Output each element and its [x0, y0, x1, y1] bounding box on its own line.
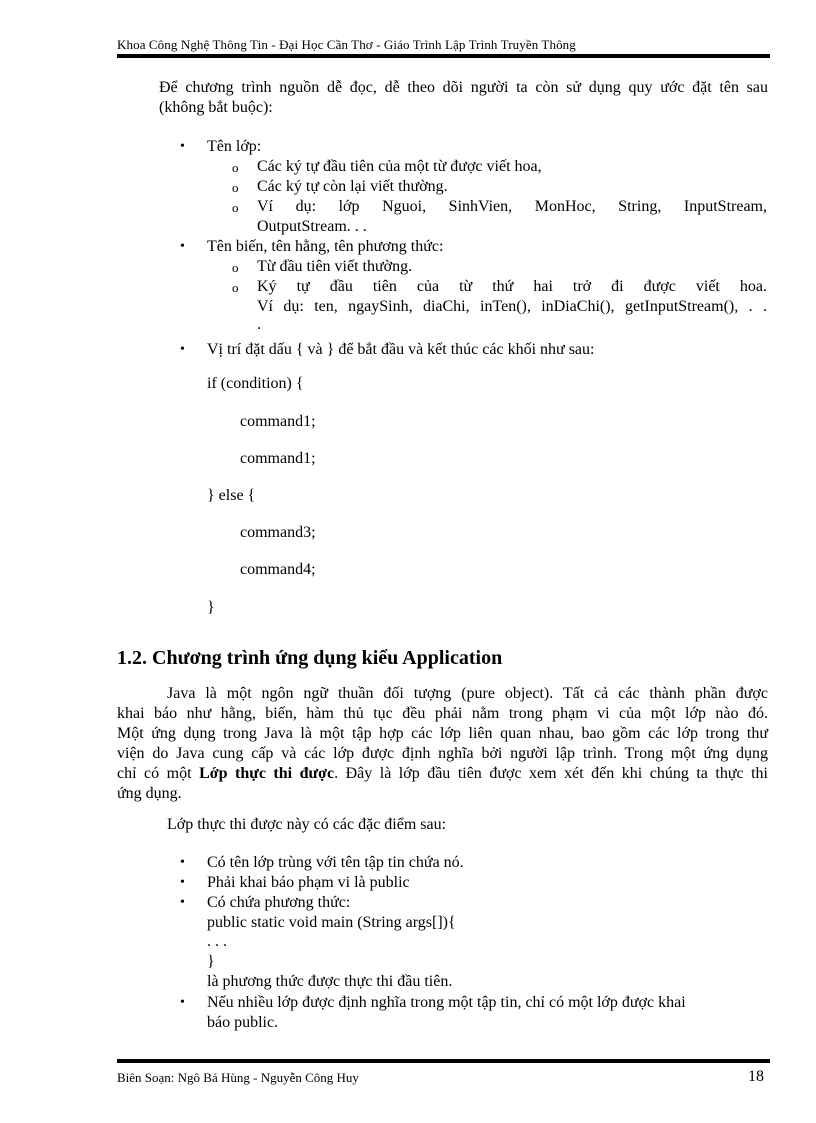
bullet-marker: •: [180, 875, 185, 890]
rule-class-item-3: Ví dụ: lớp Nguoi, SinhVien, MonHoc, String, InputStream,: [257, 198, 767, 215]
bullet-marker: •: [180, 895, 185, 910]
circle-marker: o: [232, 160, 239, 175]
rule-class-label: Tên lớp:: [207, 138, 262, 155]
circle-marker: o: [232, 200, 239, 215]
feature-3-code-2: . . .: [207, 933, 227, 950]
para1-line-4: viện do Java cung cấp và các lớp được định nghĩa bởi người lập trình. Trong một ứng dụng: [117, 745, 768, 762]
rule-class-item-3-cont: OutputStream. . .: [257, 218, 367, 235]
feature-3: Có chứa phương thức:: [207, 894, 351, 911]
rule-variable-label: Tên biến, tên hằng, tên phương thức:: [207, 238, 444, 255]
bullet-marker: •: [180, 239, 185, 254]
footer-rule: [117, 1059, 770, 1063]
feature-4-line-1: Nếu nhiều lớp được định nghĩa trong một tập tin, chỉ có một lớp được khai: [207, 994, 686, 1011]
feature-3-note: là phương thức được thực thi đầu tiên.: [207, 973, 453, 990]
bullet-marker: •: [180, 855, 185, 870]
code-command-3: command3;: [240, 524, 316, 541]
para1-line-5-before: chỉ có một: [117, 765, 200, 782]
para1-line-6: ứng dụng.: [117, 785, 182, 802]
code-command-4: command4;: [240, 561, 316, 578]
para1-line-2: khai báo như hằng, biến, hàm thủ tục đều phải nằm trong phạm vi của một lớp nào đó.: [117, 705, 768, 722]
intro-line-2: (không bắt buộc):: [159, 99, 273, 116]
code-else-line: } else {: [207, 487, 256, 504]
rule-class-item-2: Các ký tự còn lại viết thường.: [257, 178, 448, 195]
circle-marker: o: [232, 260, 239, 275]
para1-line-1: Java là một ngôn ngữ thuần đối tượng (pure object). Tất cả các thành phần được: [167, 685, 768, 702]
code-if-line: if (condition) {: [207, 375, 304, 392]
feature-3-code-3: }: [207, 953, 215, 970]
feature-1: Có tên lớp trùng với tên tập tin chứa nó.: [207, 854, 464, 871]
rule-variable-example-end: .: [257, 316, 261, 333]
feature-2: Phải khai báo phạm vi là public: [207, 874, 410, 891]
para1-bold-term: Lớp thực thi được: [199, 765, 335, 782]
feature-4-line-2: báo public.: [207, 1014, 279, 1031]
rule-variable-example: Ví dụ: ten, ngaySinh, diaChi, inTen(), inDiaChi(), getInputStream(), . .: [257, 298, 767, 315]
section-heading: 1.2. Chương trình ứng dụng kiểu Application: [117, 647, 503, 669]
para1-line-5-after: . Đây là lớp đầu tiên được xem xét đến khi chúng ta thực thi: [334, 765, 768, 782]
circle-marker: o: [232, 280, 239, 295]
footer-authors: Biên Soạn: Ngô Bá Hùng - Nguyễn Công Huy: [117, 1070, 359, 1085]
rule-variable-item-2: Ký tự đầu tiên của từ thứ hai trở đi được viết hoa.: [257, 278, 767, 295]
rule-braces-label: Vị trí đặt dấu { và } để bắt đầu và kết thúc các khối như sau:: [207, 341, 595, 358]
page-number: 18: [748, 1068, 764, 1085]
code-close-brace: }: [207, 599, 215, 616]
code-command-1: command1;: [240, 413, 316, 430]
feature-3-code-1: public static void main (String args[]){: [207, 914, 456, 931]
code-command-2: command1;: [240, 450, 316, 467]
bullet-marker: •: [180, 139, 185, 154]
para2: Lớp thực thi được này có các đặc điểm sau:: [167, 816, 447, 833]
bullet-marker: •: [180, 342, 185, 357]
header-rule: [117, 54, 770, 58]
para1-line-3: Một ứng dụng trong Java là một tập hợp các lớp liên quan nhau, bao gồm các lớp trong thư: [117, 725, 768, 742]
intro-line-1: Để chương trình nguồn dễ đọc, dễ theo dõi người ta còn sử dụng quy ước đặt tên sau: [159, 79, 768, 96]
para1-line-5: [117, 764, 768, 784]
circle-marker: o: [232, 180, 239, 195]
page-header-title: Khoa Công Nghệ Thông Tin - Đại Học Cần Thơ - Giáo Trình Lập Trình Truyền Thông: [117, 37, 576, 52]
rule-class-item-1: Các ký tự đầu tiên của một từ được viết hoa,: [257, 158, 542, 175]
bullet-marker: •: [180, 995, 185, 1010]
rule-variable-item-1: Từ đầu tiên viết thường.: [257, 258, 413, 275]
